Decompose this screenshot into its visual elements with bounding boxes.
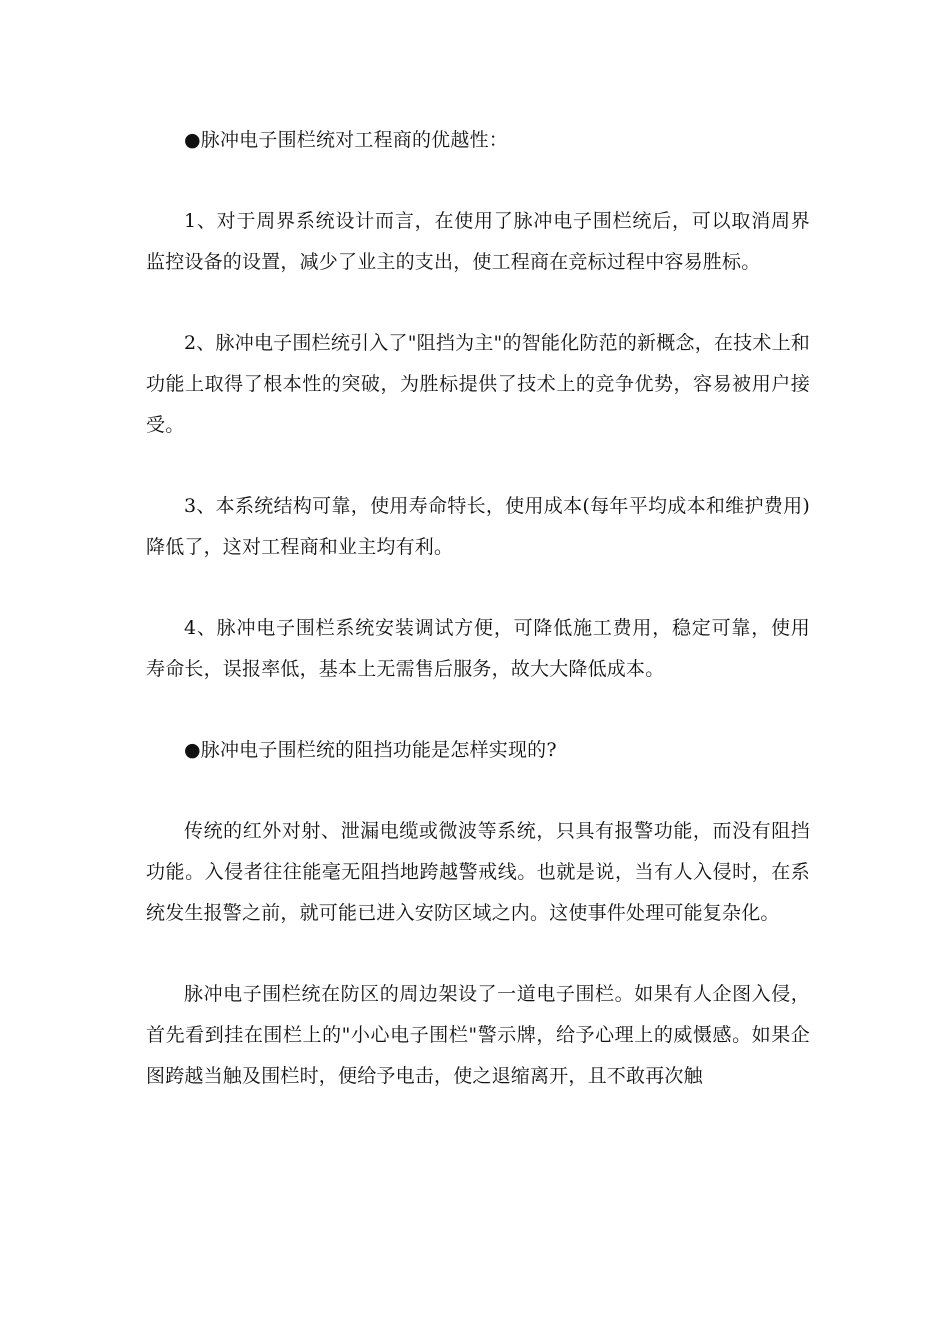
section-heading-blocking: ●脉冲电子围栏统的阻挡功能是怎样实现的? — [184, 739, 557, 761]
paragraph-advantage-4: 4、脉冲电子围栏系统安装调试方便，可降低施工费用，稳定可靠，使用寿命长，误报率低，基本上无需售后服务，故大大降低成本。 — [146, 617, 810, 680]
paragraph-fence-mechanism: 脉冲电子围栏统在防区的周边架设了一道电子围栏。如果有人企图入侵，首先看到挂在围栏上的"小心电子围栏"警示牌，给予心理上的威慑感。如果企图跨越当触及围栏时，便给予电击，使之退缩离开，且不敢再次触 — [146, 983, 810, 1087]
paragraph-advantage-3: 3、本系统结构可靠，使用寿命特长，使用成本(每年平均成本和维护费用)降低了，这对工程商和业主均有利。 — [146, 495, 810, 558]
paragraph-advantage-2: 2、脉冲电子围栏统引入了"阻挡为主"的智能化防范的新概念，在技术上和功能上取得了根本性的突破，为胜标提供了技术上的竞争优势，容易被用户接受。 — [146, 332, 810, 436]
paragraph-traditional-systems: 传统的红外对射、泄漏电缆或微波等系统，只具有报警功能，而没有阻挡功能。入侵者往往能毫无阻挡地跨越警戒线。也就是说，当有人入侵时，在系统发生报警之前，就可能已进入安防区域之内。这使事件处理可能复杂化。 — [146, 820, 810, 924]
paragraph-advantage-1: 1、对于周界系统设计而言，在使用了脉冲电子围栏统后，可以取消周界监控设备的设置，减少了业主的支出，使工程商在竞标过程中容易胜标。 — [146, 210, 810, 273]
document-page — [146, 120, 810, 1097]
section-heading-advantages: ●脉冲电子围栏统对工程商的优越性： — [184, 129, 508, 151]
